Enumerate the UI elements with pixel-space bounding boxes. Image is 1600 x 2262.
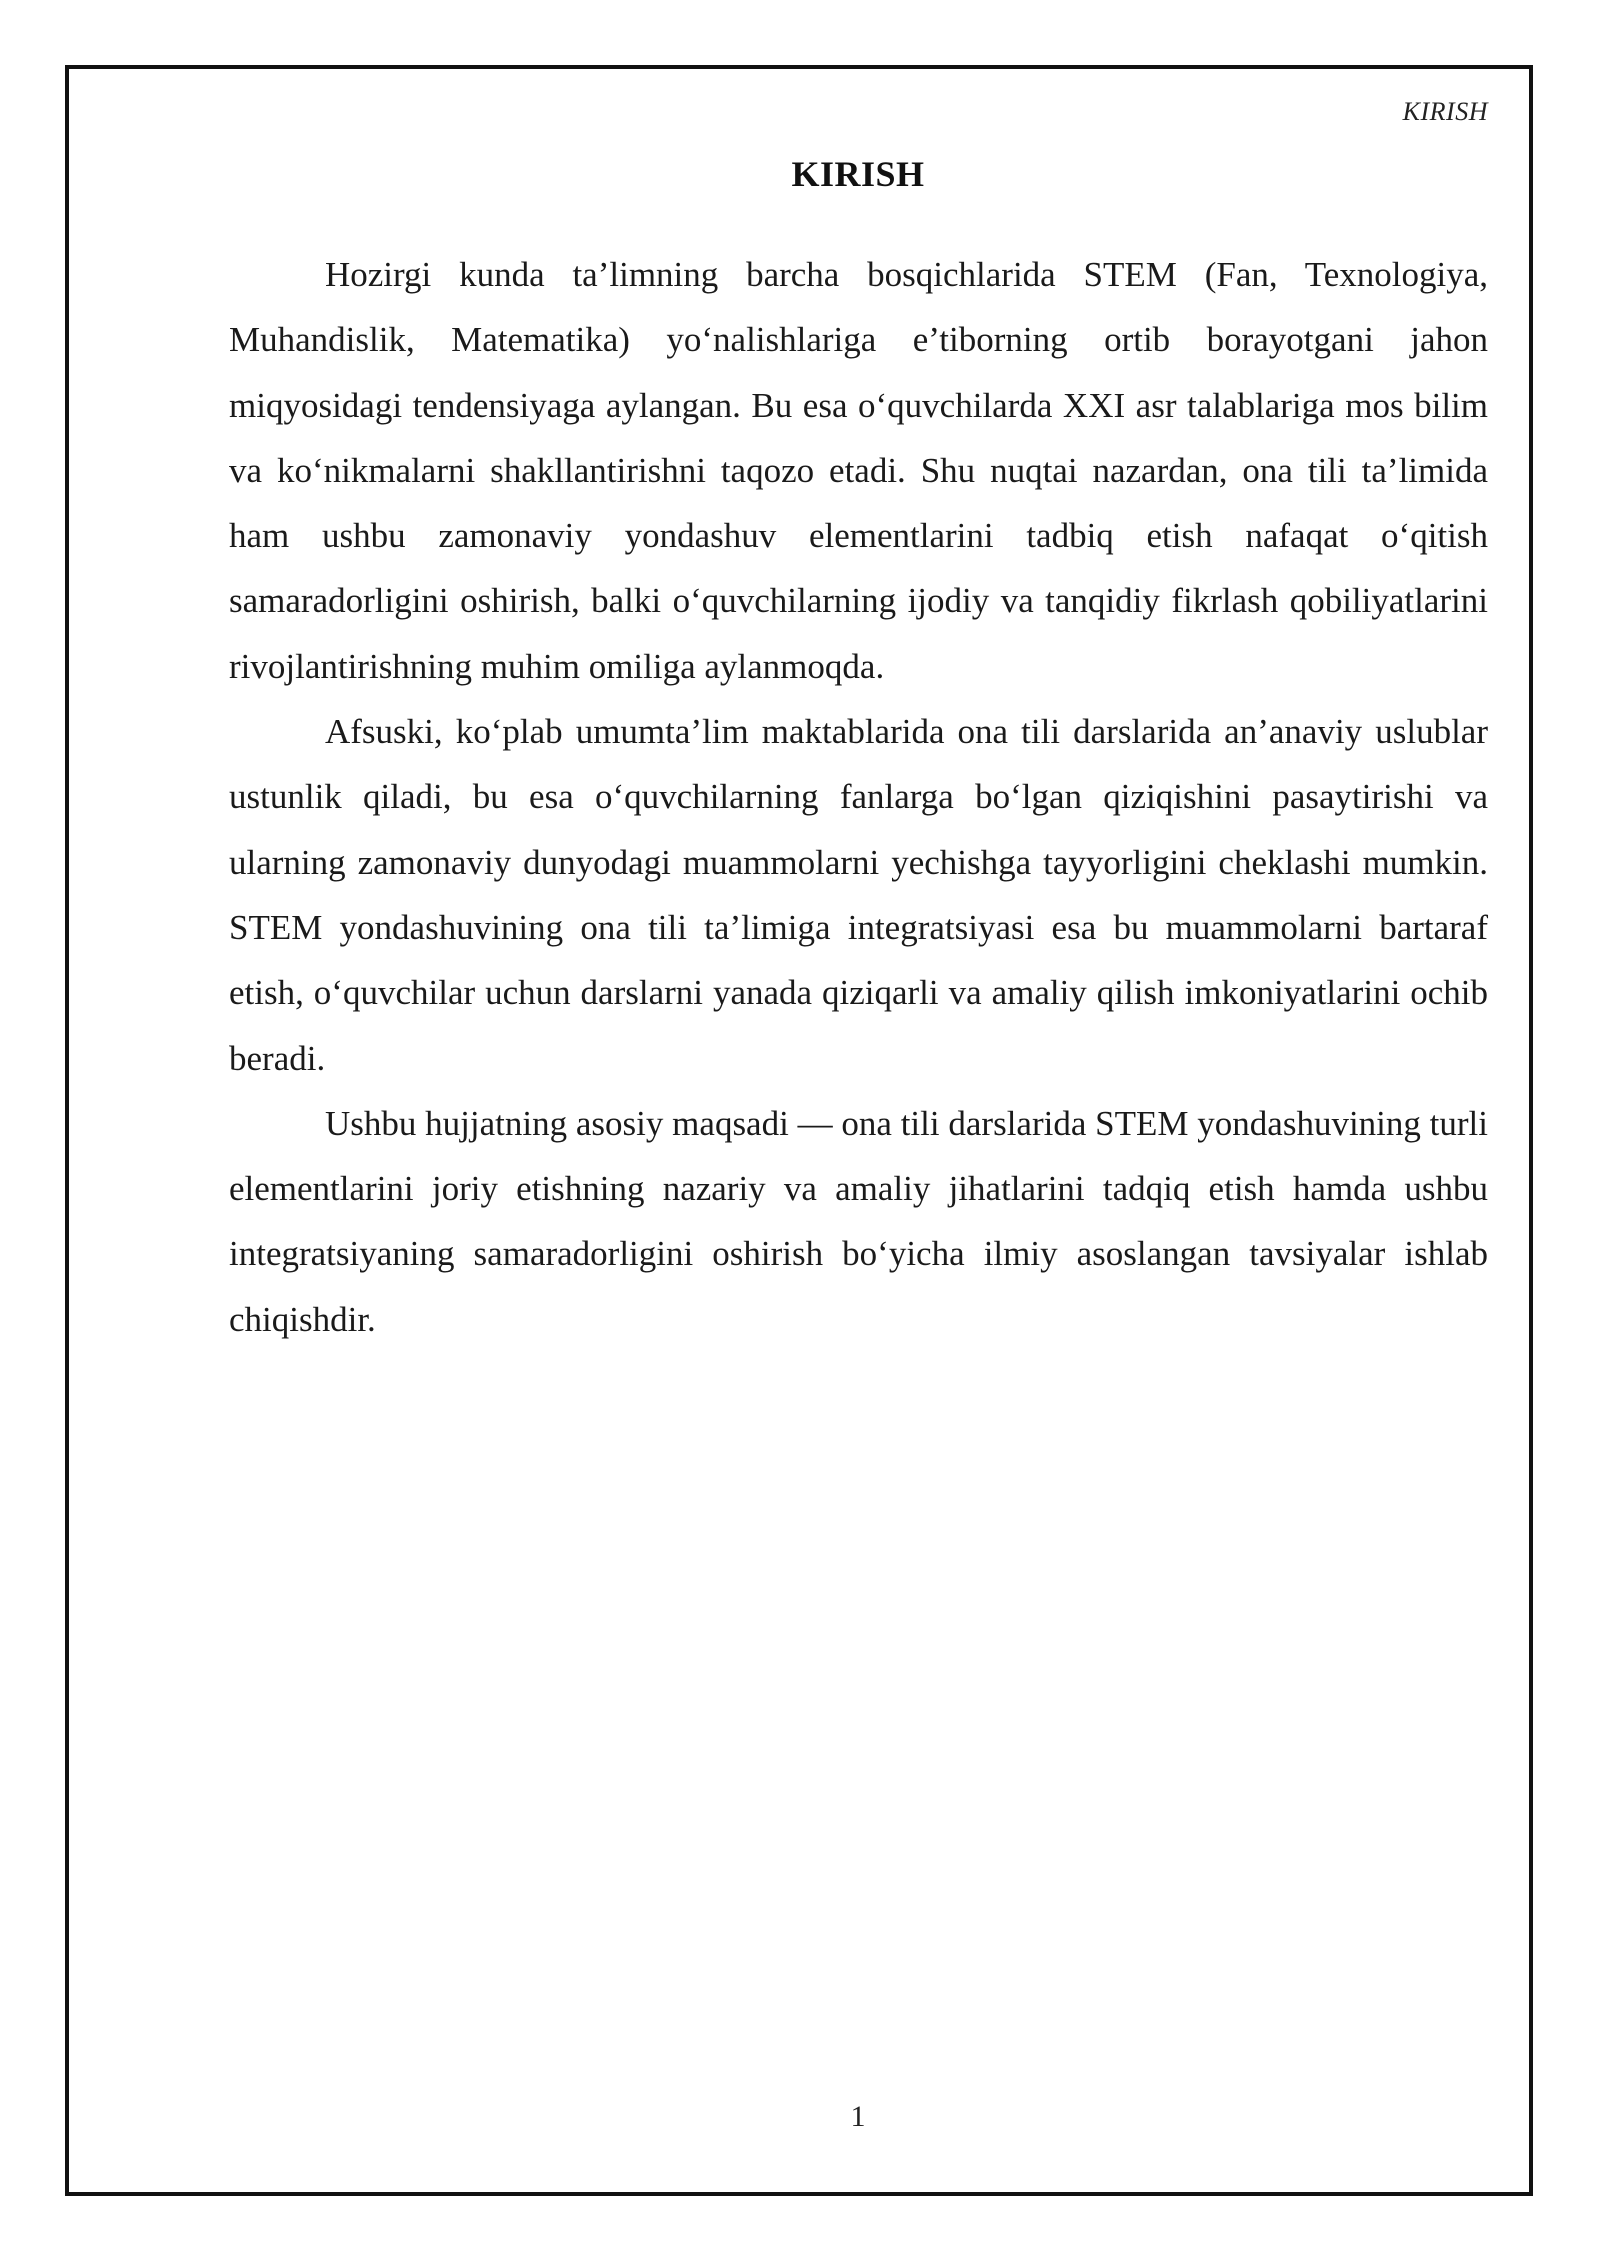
paragraph-problem: Afsuski, ko‘plab umumta’lim maktablarida ona tili darslarida an’anaviy uslublar ustunlik qiladi, bu esa o‘quvchilarning fanlarga bo‘lgan qiziqishini pasaytirishi va ularning zamonaviy dunyodagi muammolarni yechishga tayyorligini cheklashi mumkin. STEM yondashuvining ona tili ta’limiga integratsiyasi esa bu muammolarni bartaraf etish, o‘quvchilar uchun darslarni yanada qiziqarli va amaliy qilish imkoniyatlarini ochib beradi. [229,712,1488,1078]
body-text [229,242,1488,1352]
running-header: KIRISH [1402,97,1488,126]
page-title: KIRISH [791,154,925,194]
paragraph-intro: Hozirgi kunda ta’limning barcha bosqichlarida STEM (Fan, Texnologiya, Muhandislik, Matematika) yo‘nalishlariga e’tiborning ortib borayotgani jahon miqyosidagi tendensiyaga aylangan. Bu esa o‘quvchilarda XXI asr talablariga mos bilim va ko‘nikmalarni shakllantirishni taqozo etadi. Shu nuqtai nazardan, ona tili ta’limida ham ushbu zamonaviy yondashuv elementlarini tadbiq etish nafaqat o‘qitish samaradorligini oshirish, balki o‘quvchilarning ijodiy va tanqidiy fikrlash qobiliyatlarini rivojlantirishning muhim omiliga aylanmoqda. [229,255,1488,686]
page-number: 1 [850,2100,866,2133]
paragraph-goal: Ushbu hujjatning asosiy maqsadi — ona tili darslarida STEM yondashuvining turli elementlarini joriy etishning nazariy va amaliy jihatlarini tadqiq etish hamda ushbu integratsiyaning samaradorligini oshirish bo‘yicha ilmiy asoslangan tavsiyalar ishlab chiqishdir. [229,1103,1488,1339]
